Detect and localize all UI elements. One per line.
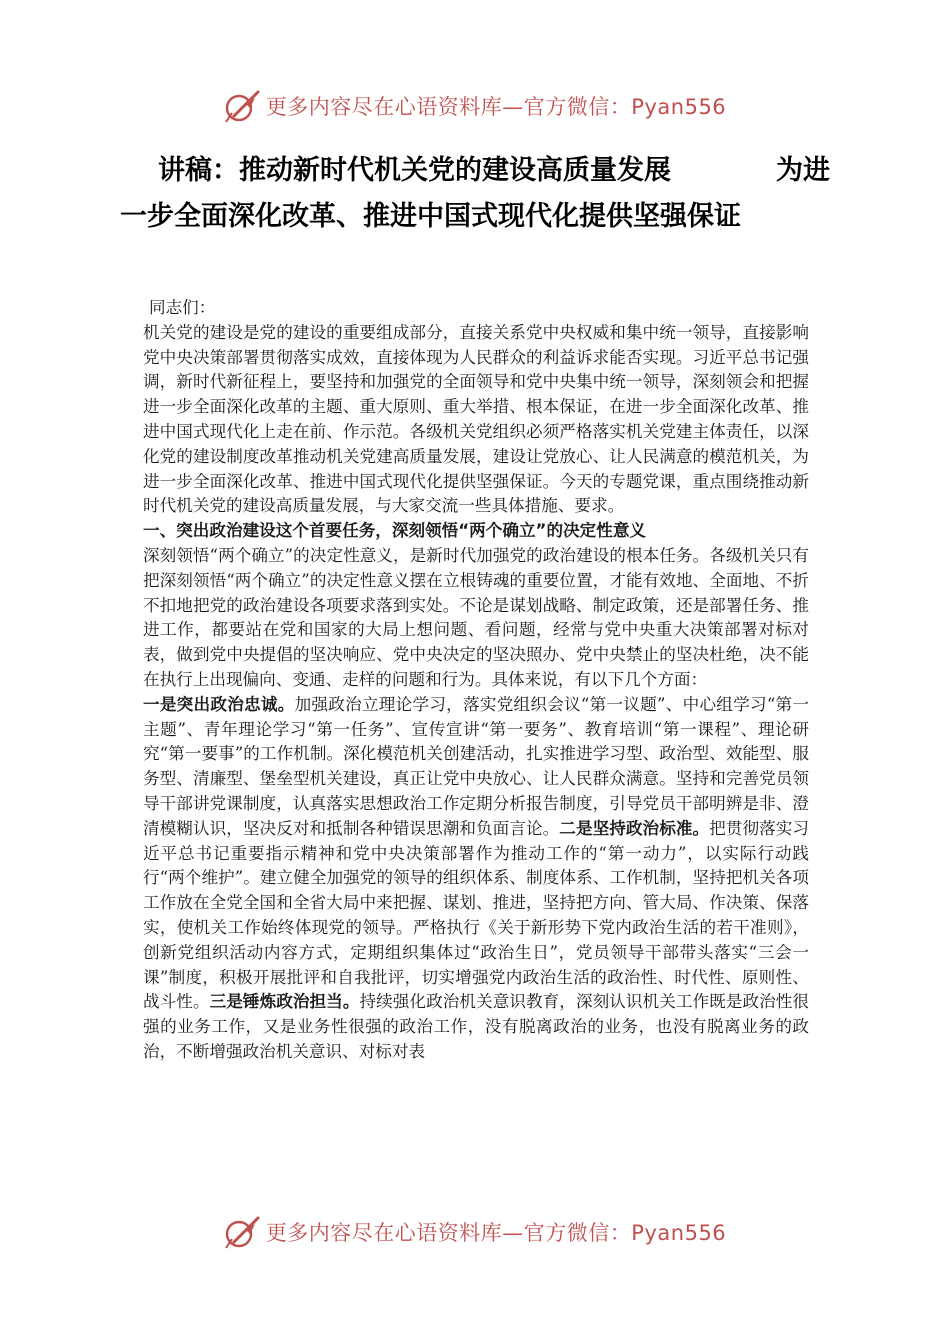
title-line-1-main: 讲稿：推动新时代机关党的建设高质量发展 [158, 155, 671, 186]
quill-pen-logo-icon [224, 1215, 262, 1249]
footer-banner [0, 1212, 950, 1252]
intro-paragraph: 机关党的建设是党的建设的重要组成部分，直接关系党中央权威和集中统一领导，直接影响党中央决策部署贯彻落实成效，直接体现为人民群众的利益诉求能否实现。习近平总书记强调，新时代新征程上，要坚持和加强党的全面领导和党中央集中统一领导，深刻领会和把握进一步全面深化改革的主题、重大原则、重大举措、根本保证，在进一步全面深化改革、推进中国式现代化上走在前、作示范。各级机关党组织必须严格落实机关党建主体责任，以深化党的建设制度改革推动机关党建高质量发展，建设让党放心、让人民满意的模范机关，为进一步全面深化改革、推进中国式现代化提供坚强保证。今天的专题党课，重点围绕推动新时代机关党的建设高质量发展，与大家交流一些具体措施、要求。 [143, 322, 809, 516]
quill-pen-logo-icon [224, 89, 262, 123]
section-1-points-paragraph [143, 693, 809, 1065]
point-2-text: 把贯彻落实习近平总书记重要指示精神和党中央决策部署作为推动工作的“第一动力”，以实际行动践行“两个维护”。建立健全加强党的领导的组织体系、制度体系、工作机制，坚持把机关各项工作放在全党全国和全省大局中来把握、谋划、推进，坚持把方向、管大局、作决策、保落实，使机关工作始终体现党的领导。严格执行《关于新形势下党内政治生活的若干准则》，创新党组织活动内容方式，定期组织集体过“政治生日”，党员领导干部带头落实“三会一课”制度，积极开展批评和自我批评，切实增强党内政治生活的政治性、时代性、原则性、战斗性。 [143, 818, 810, 1012]
title-line-1 [120, 148, 830, 194]
point-1-lead: 一是突出政治忠诚。 [143, 694, 295, 714]
title-line-2: 一步全面深化改革、推进中国式现代化提供坚强保证 [120, 201, 741, 232]
banner-text: 更多内容尽在心语资料库—官方微信：Pyan556 [265, 1221, 727, 1245]
point-1-text: 加强政治立理论学习，落实党组织会议“第一议题”、中心组学习“第一主题”、青年理论学习“第一任务”、宣传宣讲“第一要务”、教育培训“第一课程”、理论研究“第一要事”的工作机制。深化模范机关创建活动，扎实推进学习型、政治型、效能型、服务型、清廉型、堡垒型机关建设，真正让党中央放心、让人民群众满意。坚持和完善党员领导干部讲党课制度，认真落实思想政治工作定期分析报告制度，引导党员干部明辨是非、澄清模糊认识，坚决反对和抵制各种错误思潮和负面言论。 [143, 694, 809, 838]
section-heading-1: 一、突出政治建设这个首要任务，深刻领悟“两个确立”的决定性意义 [143, 521, 647, 541]
title-line-1-tail: 为进 [776, 155, 830, 186]
point-3-lead: 三是锤炼政治担当。 [209, 992, 360, 1012]
section-1-paragraph: 深刻领悟“两个确立”的决定性意义，是新时代加强党的政治建设的根本任务。各级机关只有把深刻领悟“两个确立”的决定性意义摆在立根铸魂的重要位置，才能有效地、全面地、不折不扣地把党的政治建设各项要求落到实处。不论是谋划战略、制定政策，还是部署任务、推进工作，都要站在党和国家的大局上想问题、看问题，经常与党中央重大决策部署对标对表，做到党中央提倡的坚决响应、党中央决定的坚决照办、党中央禁止的坚决杜绝，决不能在执行上出现偏向、变通、走样的问题和行为。具体来说，有以下几个方面： [143, 545, 809, 689]
greeting: 同志们： [149, 298, 216, 317]
header-banner [0, 86, 950, 126]
document-body [143, 296, 809, 1065]
document-title [120, 148, 830, 240]
point-2-lead: 二是坚持政治标准。 [559, 818, 710, 838]
banner-text: 更多内容尽在心语资料库—官方微信：Pyan556 [265, 95, 727, 119]
point-3-text: 持续强化政治机关意识教育，深刻认识机关工作既是政治性很强的业务工作，又是业务性很强的政治工作，没有脱离政治的业务，也没有脱离业务的政治，不断增强政治机关意识、对标对表 [143, 992, 810, 1061]
